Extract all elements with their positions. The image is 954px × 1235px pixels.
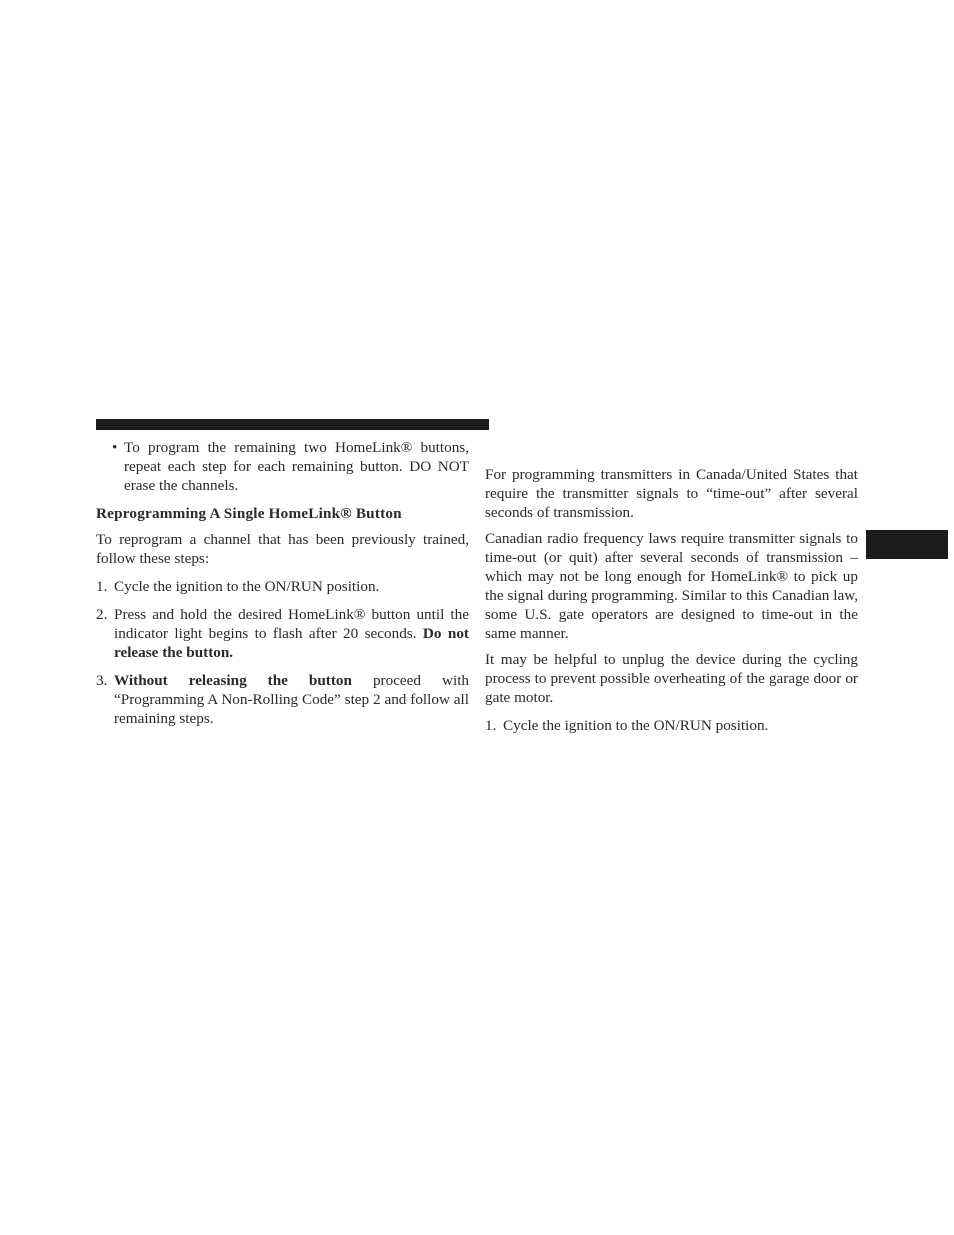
step-item (96, 671, 469, 728)
paragraph: It may be helpful to unplug the device during the cycling process to prevent possible overheating of the garage door or gate motor. (485, 651, 858, 706)
chapter-tab (866, 530, 948, 559)
right-column (485, 465, 858, 735)
step-text: Press and hold the desired HomeLink® button until the indicator light begins to flash after 20 seconds. (114, 606, 469, 642)
step-text: Cycle the ignition to the ON/RUN position. (503, 717, 769, 734)
section-heading: Reprogramming A Single HomeLink® Button (96, 505, 402, 522)
section-rule (96, 419, 489, 430)
step-number: 1. (96, 578, 108, 595)
step-text: Cycle the ignition to the ON/RUN position. (114, 578, 380, 595)
bullet-item (96, 438, 469, 495)
bullet-icon: • (112, 439, 118, 456)
step-item (485, 716, 858, 735)
step-number: 1. (485, 717, 497, 734)
left-column (96, 438, 469, 728)
step-item (96, 605, 469, 662)
step-number: 2. (96, 606, 108, 623)
step-bold-text: Do not release the button. (114, 625, 469, 661)
step-text: proceed with “Programming A Non-Rolling Code” step 2 and follow all remaining steps. (114, 672, 470, 727)
intro-paragraph: To reprogram a channel that has been previously trained, follow these steps: (96, 531, 469, 567)
step-number: 3. (96, 672, 108, 689)
paragraph: Canadian radio frequency laws require transmitter signals to time-out (or quit) after several seconds of transmission – which may not be long enough for HomeLink® to pick up the signal during programming. Similar to this Canadian law, some U.S. gate operators are designed to time-out in the same manner. (485, 530, 858, 642)
step-item (96, 577, 469, 596)
step-bold-text: Without releasing the button (114, 672, 352, 689)
bullet-text: To program the remaining two HomeLink® buttons, repeat each step for each remaining button. DO NOT erase the channels. (124, 439, 469, 494)
paragraph: For programming transmitters in Canada/United States that require the transmitter signals to “time-out” after several seconds of transmission. (485, 466, 858, 521)
